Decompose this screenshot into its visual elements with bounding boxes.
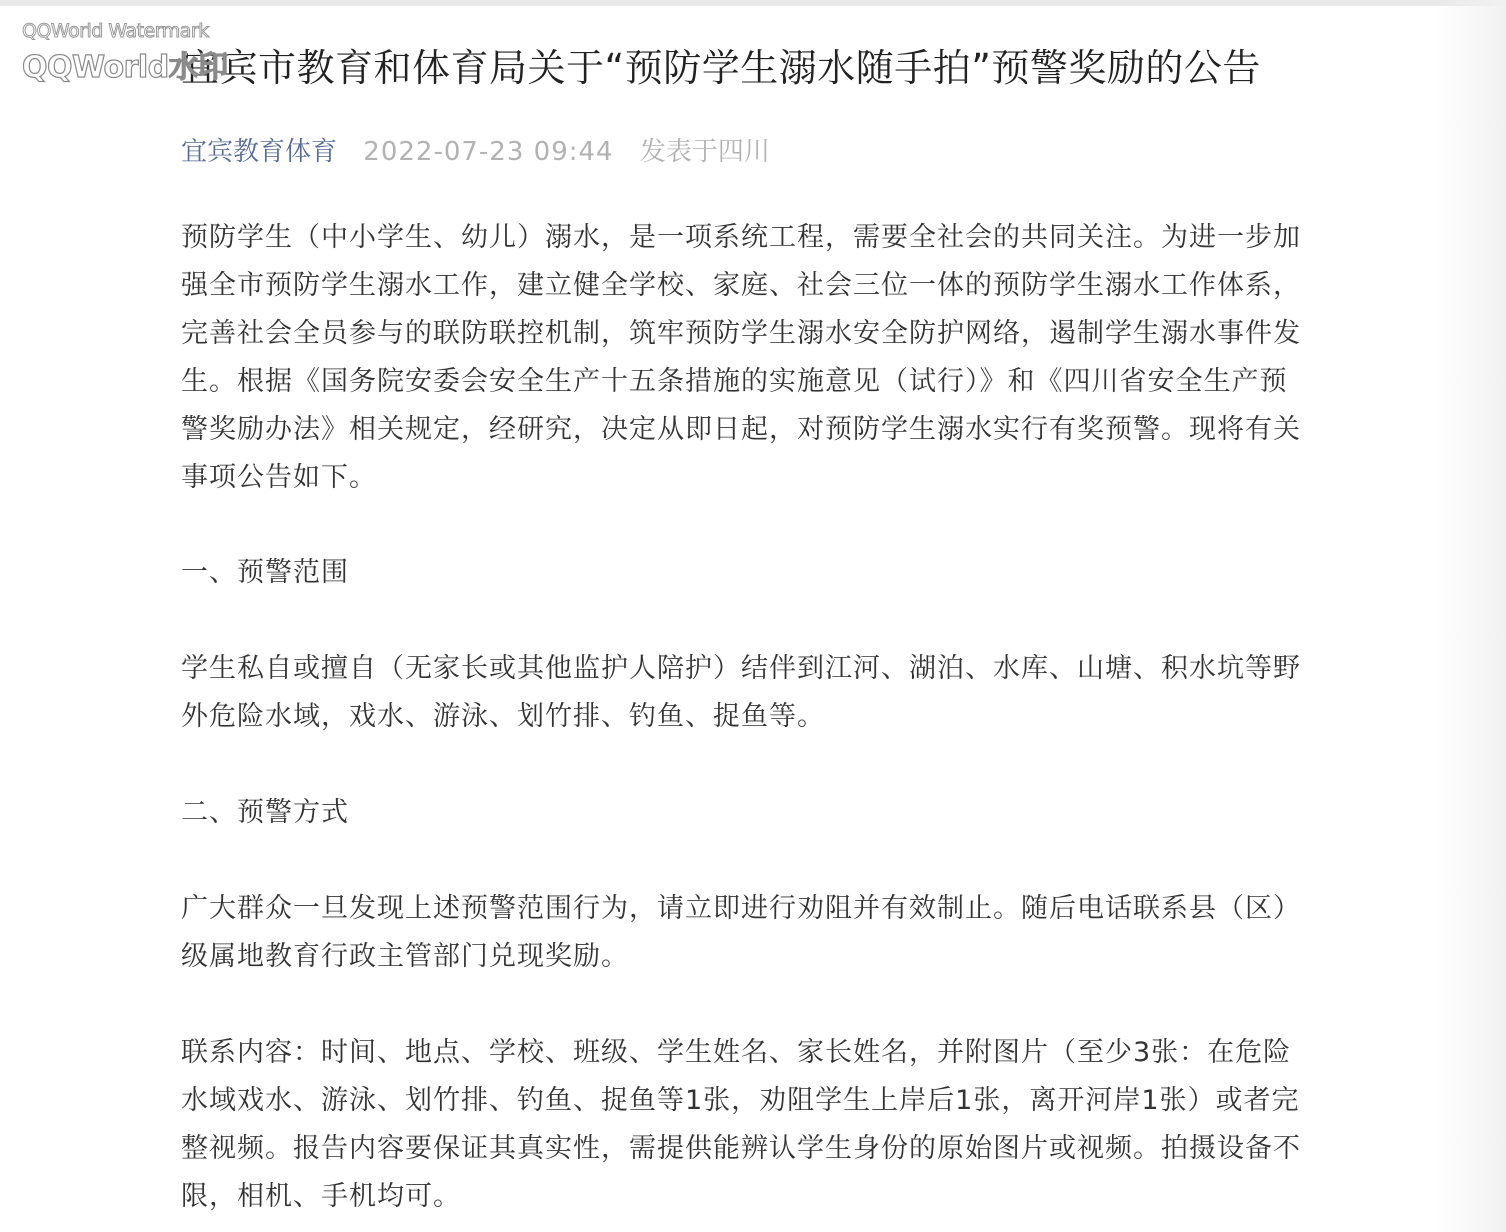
paragraph-line: 广大群众一旦发现上述预警范围行为，请立即进行劝阻并有效制止。随后电话联系县（区）	[181, 893, 1301, 924]
paragraph-line: 学生私自或擅自（无家长或其他监护人陪护）结伴到江河、湖泊、水库、山塘、积水坑等野	[181, 653, 1301, 684]
article-header	[181, 40, 1371, 168]
paragraph-line: 联系内容：时间、地点、学校、班级、学生姓名、家长姓名，并附图片（至少3张：在危险	[181, 1037, 1292, 1068]
publish-time: 2022-07-23 09:44	[363, 137, 614, 167]
watermark-text-large: QQWorld水印	[22, 50, 228, 85]
paragraph-line: 整视频。报告内容要保证其真实性，需提供能辨认学生身份的原始图片或视频。拍摄设备不	[181, 1133, 1301, 1164]
paragraph-method	[181, 885, 1371, 981]
paragraph-line: 级属地教育行政主管部门兑现奖励。	[181, 941, 629, 972]
top-border	[0, 0, 1506, 6]
paragraph-line: 预防学生（中小学生、幼儿）溺水，是一项系统工程，需要全社会的共同关注。为进一步加	[181, 222, 1301, 253]
paragraph-line: 事项公告如下。	[181, 462, 377, 493]
paragraph-line: 限，相机、手机均可。	[181, 1181, 461, 1212]
paragraph-intro	[181, 214, 1371, 502]
paragraph-line: 完善社会全员参与的联防联控机制，筑牢预防学生溺水安全防护网络，遏制学生溺水事件发	[181, 318, 1301, 349]
account-name-link[interactable]: 宜宾教育体育	[181, 137, 338, 167]
paragraph-line: 一、预警范围	[181, 557, 349, 588]
paragraph-line: 二、预警方式	[181, 797, 349, 828]
article-title: 宜宾市教育和体育局关于“预防学生溺水随手拍”预警奖励的公告	[181, 46, 1261, 90]
watermark-text-small: QQWorld Watermark	[22, 20, 209, 42]
paragraph-line: 水域戏水、游泳、划竹排、钓鱼、捉鱼等1张，劝阻学生上岸后1张，离开河岸1张）或者完	[181, 1085, 1300, 1116]
publish-location: 发表于四川	[639, 137, 770, 167]
paragraph-line: 外危险水域，戏水、游泳、划竹排、钓鱼、捉鱼等。	[181, 701, 825, 732]
paragraph-scope	[181, 645, 1371, 741]
paragraph-line: 生。根据《国务院安委会安全生产十五条措施的实施意见（试行）》和《四川省安全生产预	[181, 366, 1288, 397]
paragraph-line: 强全市预防学生溺水工作，建立健全学校、家庭、社会三位一体的预防学生溺水工作体系，	[181, 270, 1301, 301]
section-heading-method	[181, 789, 1371, 837]
section-heading-scope	[181, 549, 1371, 597]
paragraph-contact	[181, 1029, 1371, 1221]
right-edge-shadow	[1436, 0, 1506, 1232]
article-meta	[181, 136, 1371, 168]
paragraph-line: 警奖励办法》相关规定，经研究，决定从即日起，对预防学生溺水实行有奖预警。现将有关	[181, 414, 1301, 445]
